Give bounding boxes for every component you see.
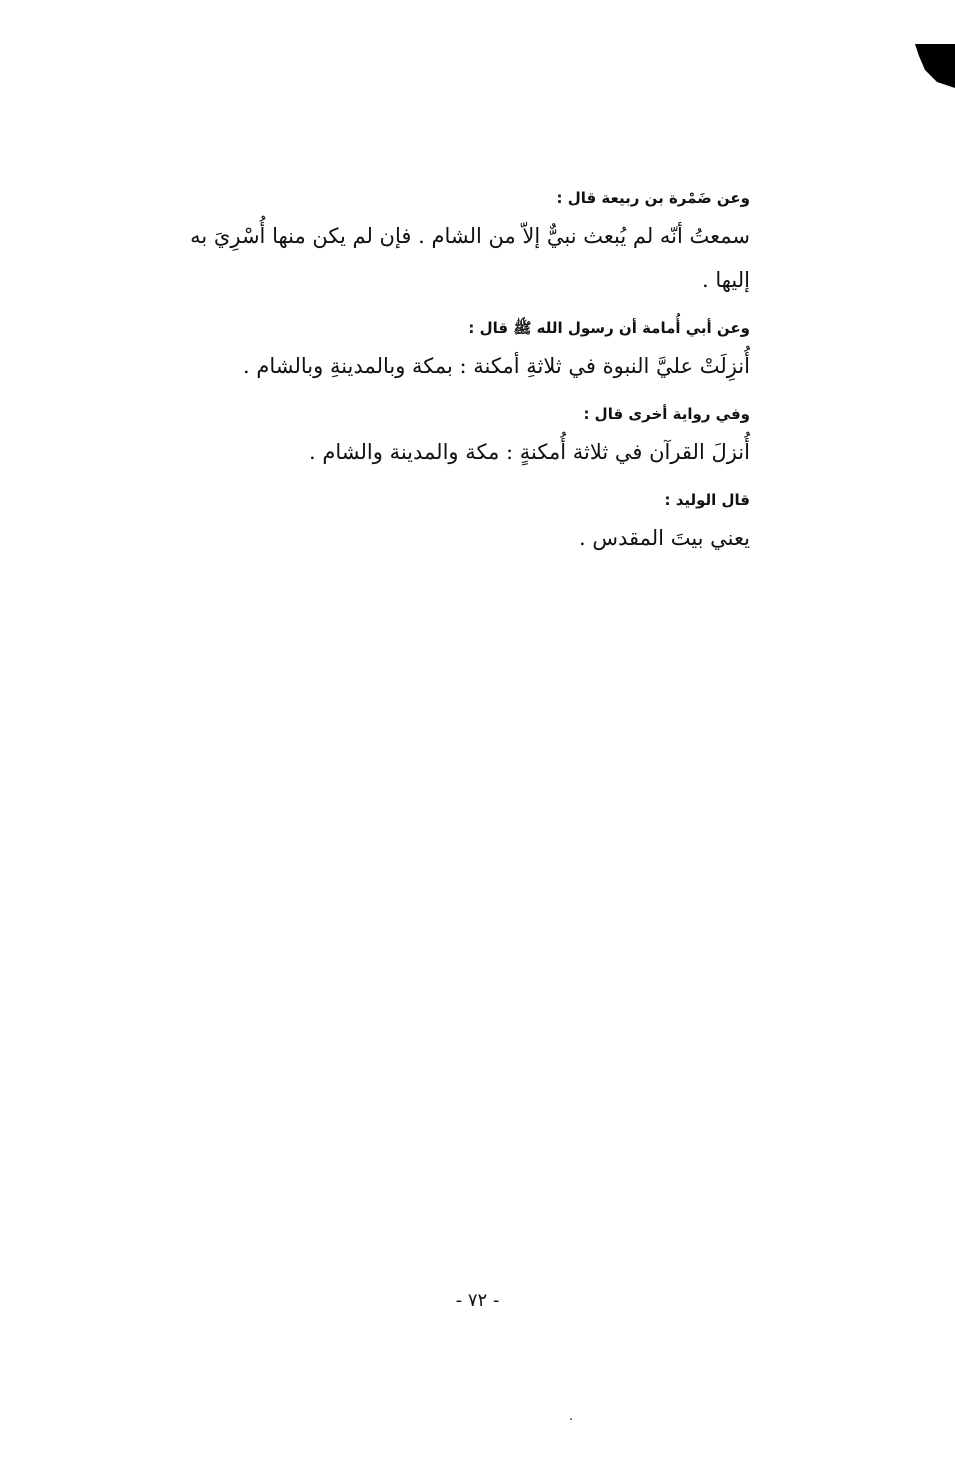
page-corner-mark [915,44,955,88]
passage-quote: أُنزِلَتْ عليَّ النبوة في ثلاثةِ أمكنة : بمكة وبالمدينةِ وبالشام . [243,354,750,378]
page-number: - ٧٢ - [455,1290,500,1311]
passage-intro: وعن ضَمْرة بن ربيعة قال : [556,189,750,207]
passage-quote: يعني بيتَ المقدس . [579,526,750,550]
passage-intro: وفي رواية أخرى قال : [583,405,750,423]
passage-4 [190,488,750,560]
passage-intro: قال الوليد : [664,491,750,509]
passage-quote: سمعتُ أنّه لم يُبعث نبيٌّ إلاّ من الشام . فإن لم يكن منها أُسْرِيَ به إليها . [190,224,750,292]
text-body [190,186,750,560]
passage-2 [190,316,750,388]
passage-intro: وعن أبي أُمامة أن رسول الله ﷺ قال : [468,319,750,337]
passage-3 [190,402,750,474]
scan-speck [570,1418,572,1420]
passage-1 [190,186,750,302]
passage-quote: أُنزلَ القرآن في ثلاثة أُمكنةٍ : مكة والمدينة والشام . [309,440,750,464]
